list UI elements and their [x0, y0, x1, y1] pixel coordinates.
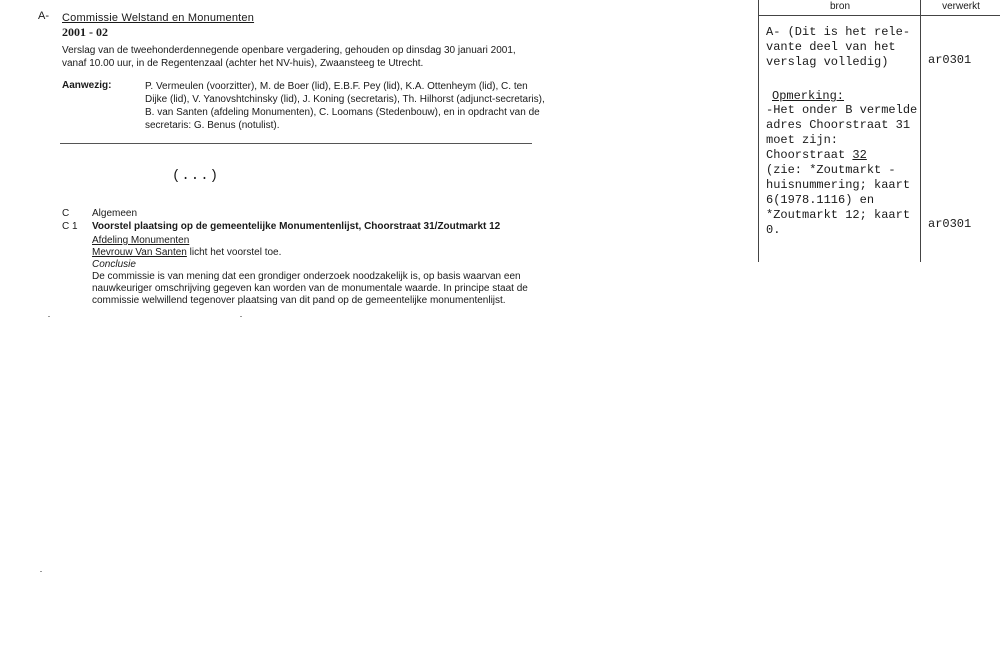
scan-speck — [40, 571, 42, 572]
remark-text — [766, 103, 918, 238]
table-header-rule — [758, 15, 1000, 16]
presenter-name: Mevrouw Van Santen — [92, 247, 187, 258]
department-label: Afdeling Monumenten — [92, 235, 190, 246]
presenter-line — [92, 247, 281, 258]
remark-house-number: 32 — [852, 148, 867, 162]
document-number: 2001 - 02 — [62, 25, 108, 39]
scan-speck — [240, 316, 242, 317]
remark-title: Opmerking: — [772, 89, 845, 103]
omission-marker: (...) — [172, 168, 220, 184]
section-c1-code: C 1 — [62, 221, 78, 232]
conclusion-label: Conclusie — [92, 259, 136, 270]
table-left-border — [758, 0, 759, 262]
section-c-code: C — [62, 208, 70, 219]
presenter-rest: licht het voorstel toe. — [186, 247, 282, 258]
organization-name: Commissie Welstand en Monumenten — [62, 12, 255, 24]
reference-code-b: ar0301 — [928, 217, 972, 231]
remark-text-start: -Het onder B vermelde adres Choorstraat 31 moet zijn: Choorstraat — [766, 103, 918, 162]
column-header-processed: verwerkt — [942, 1, 980, 12]
scan-speck — [48, 316, 50, 317]
section-c1-title: Voorstel plaatsing op de gemeentelijke Monumentenlijst, Choorstraat 31/Zoutmarkt 12 — [92, 221, 501, 232]
reference-code-a: ar0301 — [928, 53, 972, 67]
table-column-divider — [920, 0, 921, 262]
column-header-source: bron — [829, 1, 850, 12]
section-divider — [60, 143, 532, 144]
conclusion-text: De commissie is van mening dat een grondiger onderzoek noodzakelijk is, op basis waarvan een nauwkeuriger omschrijving gegeven kan worden van de monumentale waarde. In principe staat de commissie welwillend tegenover plaatsing van dit pand op de gemeentelijke monumentenlijst. — [92, 271, 528, 306]
report-intro: Verslag van de tweehonderdennegende openbare vergadering, gehouden op dinsdag 30 januari 2001, vanaf 10.00 uur, in de Regentenzaal (achter het NV-huis), Zwaansteeg te Utrecht. — [62, 45, 516, 69]
section-c-title: Algemeen — [92, 208, 138, 219]
present-list: P. Vermeulen (voorzitter), M. de Boer (lid), E.B.F. Pey (lid), K.A. Ottenheym (lid), C. ten Dijke (lid), V. Yanovshtchinsky (lid), J. Koning (secretaris), Th. Hilhorst (adjunct-secretaris), B. van Santen (afdeling Monumenten), C. Loomans (Stedenbouw), en in opdracht van de secretaris: G. Benus (notulist). — [145, 81, 545, 131]
remark-text-end: (zie: *Zoutmarkt - huisnummering; kaart 6(1978.1116) en *Zoutmarkt 12; kaart 0. — [766, 163, 911, 237]
letter-mark: A- — [38, 10, 49, 22]
source-note-a: A- (Dit is het rele- vante deel van het verslag volledig) — [766, 25, 911, 69]
present-label: Aanwezig: — [62, 80, 112, 91]
